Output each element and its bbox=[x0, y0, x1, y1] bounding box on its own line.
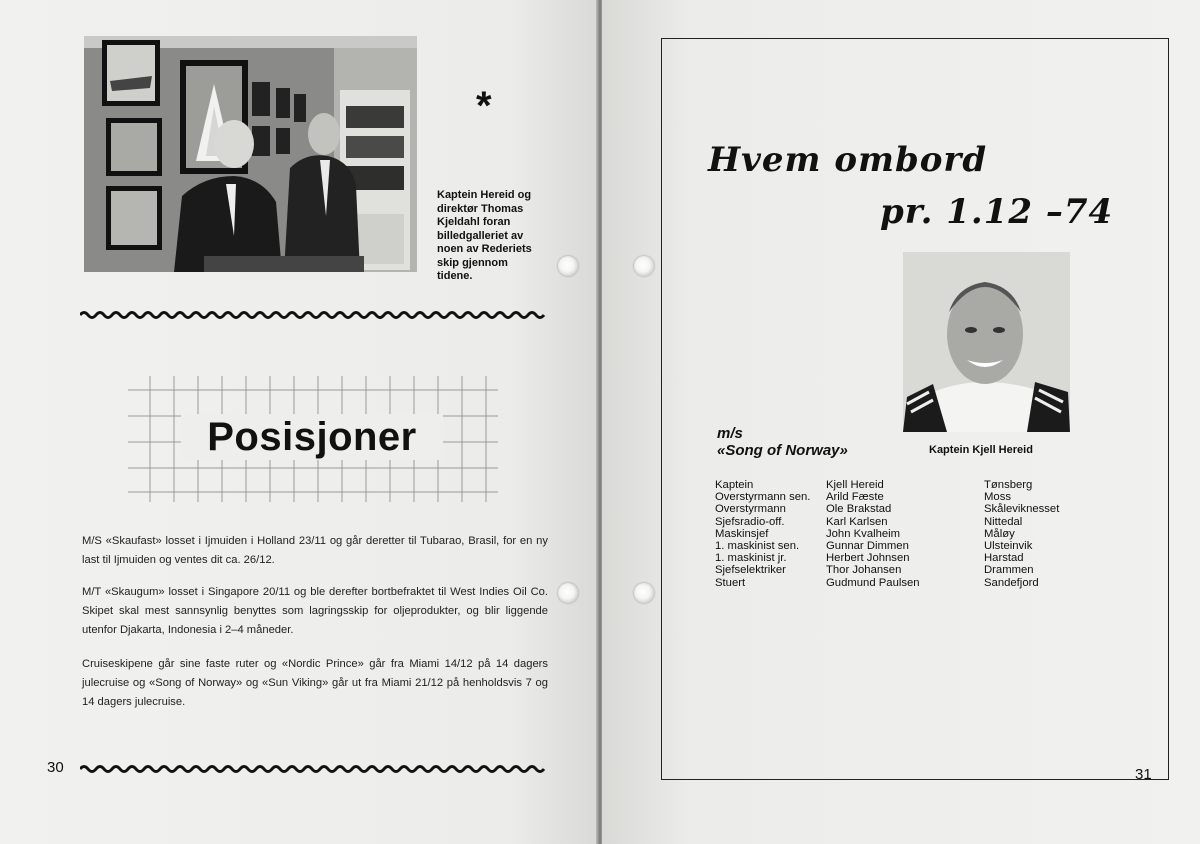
crew-hometown: Harstad bbox=[984, 552, 1024, 565]
heading-hvem-ombord: Hvem ombord bbox=[708, 140, 988, 180]
crew-name: Karl Karlsen bbox=[826, 515, 888, 528]
wavy-divider-bottom bbox=[80, 764, 550, 774]
crew-name: Kjell Hereid bbox=[826, 479, 884, 491]
crew-names bbox=[826, 479, 920, 589]
ship-prefix: m/s bbox=[717, 425, 743, 442]
crew-name: Gudmund Paulsen bbox=[826, 576, 920, 589]
paragraph-skaugum: M/T «Skaugum» losset i Singapore 20/11 og ble derefter bortbefraktet til West Indies Oil Co. Skipet skal mest sannsynlig benyttes som lagringsskip for oljeprodukter, og blir liggende utenfor Djakarta, Indonesia i 2–4 måneder. bbox=[82, 586, 548, 636]
crew-rank: Overstyrmann sen. bbox=[715, 491, 811, 504]
wavy-divider-top bbox=[80, 310, 550, 320]
crew-hometown: Ulsteinvik bbox=[984, 540, 1033, 553]
crew-name: Thor Johansen bbox=[826, 564, 902, 577]
binder-hole-left-bottom bbox=[558, 583, 578, 603]
crew-rank: Maskinsjef bbox=[715, 527, 769, 540]
crew-hometown: Sandefjord bbox=[984, 576, 1039, 589]
crew-name: Gunnar Dimmen bbox=[826, 540, 909, 553]
gallery-photo bbox=[84, 36, 417, 272]
crew-ranks bbox=[715, 479, 810, 589]
crew-hometown: Tønsberg bbox=[984, 479, 1033, 491]
crew-hometown: Nittedal bbox=[984, 515, 1023, 528]
crew-name: Arild Fæste bbox=[826, 491, 884, 504]
crew-rank: Sjefsradio-off. bbox=[715, 515, 785, 528]
crew-rank: Sjefselektriker bbox=[715, 564, 786, 577]
binder-hole-right-bottom bbox=[634, 583, 654, 603]
page-number-left: 30 bbox=[47, 759, 64, 776]
crew-rank: 1. maskinist sen. bbox=[715, 540, 800, 553]
photo-caption: Kaptein Hereid og direktør Thomas Kjeldahl foran billedgalleriet av noen av Rederiets skip gjennom tidene. bbox=[437, 189, 532, 282]
crew-hometowns bbox=[984, 479, 1059, 589]
crew-name: John Kvalheim bbox=[826, 527, 901, 540]
captain-portrait bbox=[903, 252, 1070, 432]
crew-rank: Overstyrmann bbox=[715, 503, 786, 516]
asterisk-ornament: * bbox=[476, 84, 492, 128]
crew-hometown: Måløy bbox=[984, 527, 1015, 540]
page-number-right: 31 bbox=[1135, 766, 1152, 783]
crew-rank: Stuert bbox=[715, 576, 746, 589]
crew-rank: 1. maskinist jr. bbox=[715, 552, 787, 565]
crew-hometown: Skåleviknesset bbox=[984, 503, 1060, 516]
binder-hole-left-top bbox=[558, 256, 578, 276]
binder-hole-right-top bbox=[634, 256, 654, 276]
crew-name: Herbert Johnsen bbox=[826, 552, 910, 565]
paragraph-skaufast: M/S «Skaufast» losset i Ijmuiden i Holland 23/11 og går deretter til Tubarao, Brasil, for en ny last til Ijmuiden og ventes dit ca. 26/12. bbox=[82, 535, 548, 566]
ship-heading bbox=[717, 425, 848, 459]
crew-hometown: Drammen bbox=[984, 564, 1034, 577]
crew-rank: Kaptein bbox=[715, 479, 754, 491]
heading-date: pr. 1.12 –74 bbox=[880, 192, 1114, 232]
ship-name: «Song of Norway» bbox=[717, 442, 848, 459]
crew-hometown: Moss bbox=[984, 491, 1011, 504]
portrait-caption: Kaptein Kjell Hereid bbox=[929, 444, 1033, 456]
section-title: Posisjoner bbox=[181, 414, 443, 460]
paragraph-cruiseskipene: Cruiseskipene går sine faste ruter og «Nordic Prince» går fra Miami 14/12 på 14 dagers julecruise og «Song of Norway» og «Sun Viking» går ut fra Miami 21/12 på henholdsvis 7 og 14 dagers julecruise. bbox=[82, 658, 548, 708]
left-page bbox=[0, 0, 598, 844]
crew-name: Ole Brakstad bbox=[826, 503, 892, 516]
